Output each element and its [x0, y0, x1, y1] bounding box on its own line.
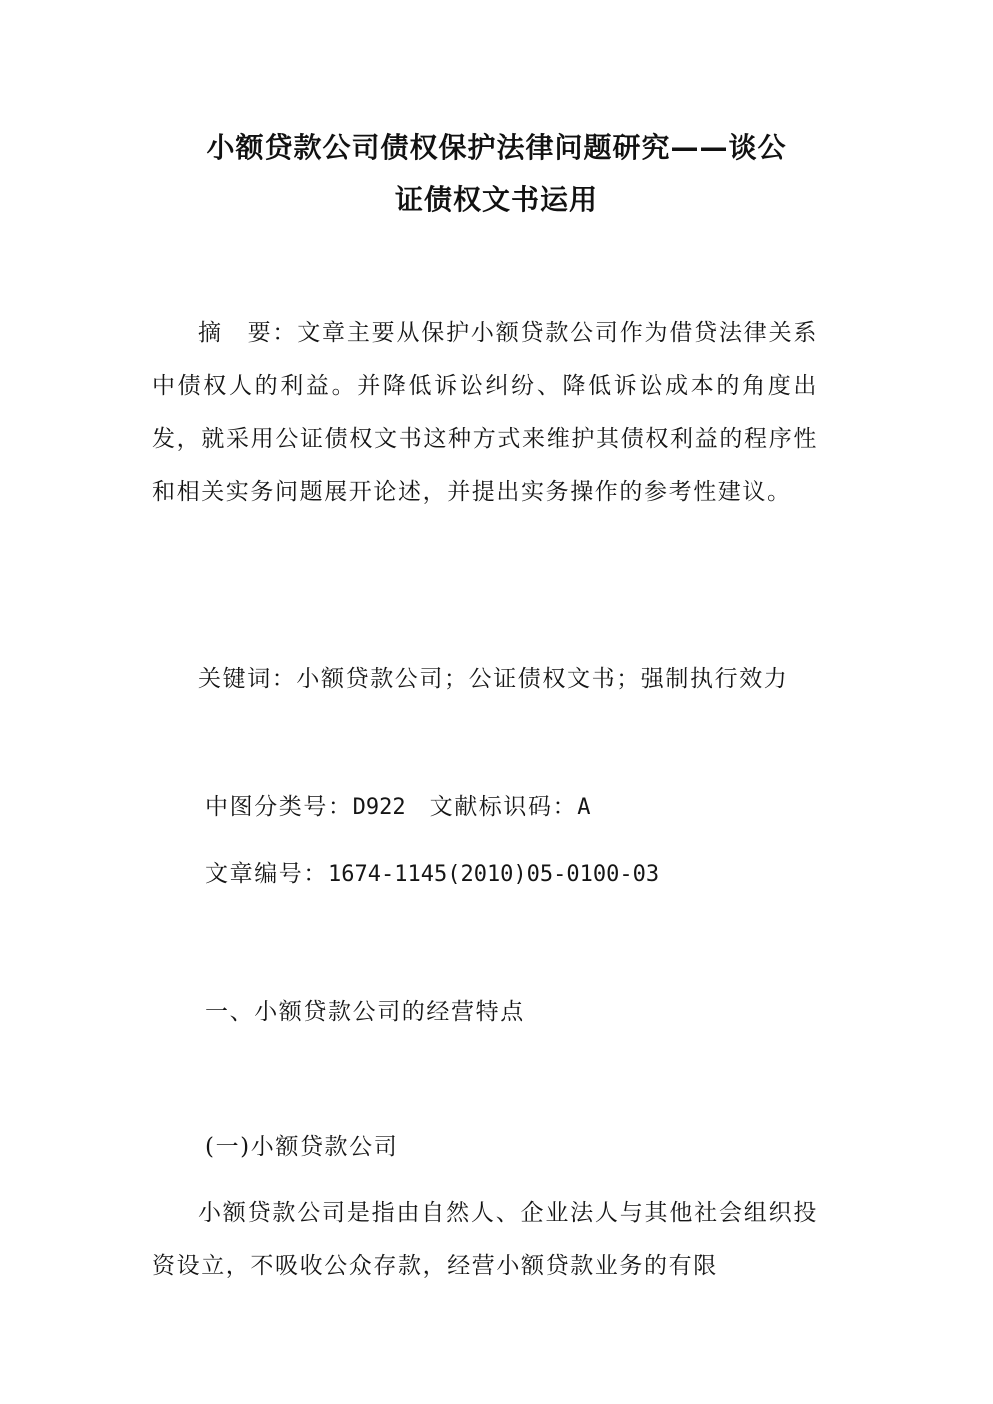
subsection-1-heading: (一)小额贷款公司 — [205, 1134, 399, 1160]
classification-label: 中图分类号： — [205, 794, 353, 820]
classification-line — [205, 788, 590, 821]
keywords-paragraph: 关键词：小额贷款公司；公证债权文书；强制执行效力 — [198, 666, 789, 692]
section-1-heading: 一、小额贷款公司的经营特点 — [205, 999, 525, 1025]
doc-code-label: 文献标识码： — [429, 794, 578, 820]
abstract-paragraph: 摘 要：文章主要从保护小额贷款公司作为借贷法律关系中债权人的利益。并降低诉讼纠纷、降低诉讼成本的角度出发，就采用公证债权文书这种方式来维护其债权利益的程序性和相关实务问题展开论述，并提出实务操作的参考性建议。 — [152, 320, 818, 505]
doc-code-value: A — [577, 795, 591, 820]
article-number-label: 文章编号： — [205, 861, 328, 887]
title-line-2: 证债权文书运用 — [394, 183, 598, 216]
article-number-line — [205, 855, 659, 888]
classification-value: D922 — [352, 795, 406, 820]
article-number-value: 1674-1145(2010)05-0100-03 — [328, 862, 660, 887]
title-line-1: 小额贷款公司债权保护法律问题研究——谈公 — [206, 131, 787, 164]
body-paragraph: 小额贷款公司是指由自然人、企业法人与其他社会组织投资设立，不吸收公众存款，经营小额贷款业务的有限 — [152, 1200, 818, 1279]
